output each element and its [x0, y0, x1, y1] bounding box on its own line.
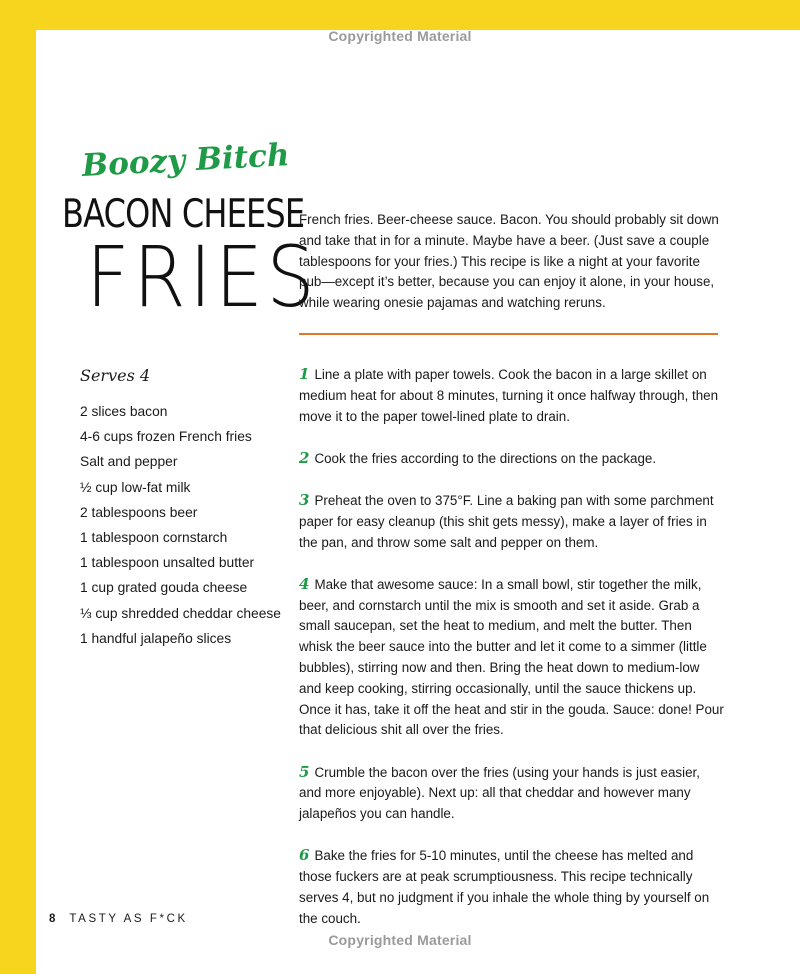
ingredient-item: Salt and pepper — [80, 454, 178, 470]
book-title: TASTY AS F*CK — [69, 913, 188, 925]
step-text: Cook the fries according to the directions on the package. — [314, 450, 657, 466]
ingredient-item: 1 tablespoon unsalted butter — [80, 555, 255, 571]
ingredient-item: 1 cup grated gouda cheese — [80, 580, 248, 596]
intro-paragraph: French fries. Beer-cheese sauce. Bacon. You should probably sit down and take that in for a minute. Maybe have a beer. (Just save a couple tablespoons for your fries.) This recipe is like a night at your favorite pub—except it’s better, because you can enjoy it alone, in your house, while wearing onesie pajamas and watching reruns. — [299, 212, 719, 311]
step-text: Make that awesome sauce: In a small bowl, stir together the milk, beer, and cornstarch until the mix is smooth and set it aside. Grab a small saucepan, set the heat to medium, and melt the butter. Then whisk the beer sauce into the butter and let it come to a simmer (little bubbles), stirring now and then. Bring the heat down to medium-low and keep cooking, stirring occasionally, until the sauce thickens up. Once it has, take it off the heat and stir in the gouda. Sauce: done! Pour that delicious shit all over the fries. — [299, 576, 724, 738]
step-number: 3 — [299, 490, 310, 509]
step-item — [299, 762, 724, 825]
copyright-watermark-bottom: Copyrighted Material — [328, 932, 472, 948]
ingredient-item: ⅓ cup shredded cheddar cheese — [80, 605, 281, 621]
title-script: Boozy Bitch — [81, 137, 291, 184]
copyright-watermark-top: Copyrighted Material — [328, 28, 472, 44]
ingredient-item: 4-6 cups frozen French fries — [80, 429, 252, 445]
step-item — [299, 490, 724, 553]
ingredient-item: ½ cup low-fat milk — [80, 479, 191, 495]
step-number: 6 — [299, 846, 310, 865]
ingredient-item: 2 slices bacon — [80, 404, 168, 419]
title-line-2: BACON CHEESE — [62, 192, 305, 237]
ingredient-list — [80, 402, 281, 654]
step-item — [299, 845, 724, 929]
step-number: 2 — [299, 448, 310, 467]
divider-rule — [299, 333, 718, 335]
step-text: Preheat the oven to 375°F. Line a baking pan with some parchment paper for easy cleanup (this shit gets messy), make a layer of fries in the pan, and throw some salt and pepper on them. — [299, 492, 714, 550]
step-text: Line a plate with paper towels. Cook the bacon in a large skillet on medium heat for about 8 minutes, turning it once halfway through, then move it to the paper towel-lined plate to drain. — [299, 367, 719, 424]
steps-list — [299, 364, 724, 950]
title-line-3: FRIES — [86, 228, 319, 326]
serves-label: Serves 4 — [80, 366, 151, 385]
page-footer — [49, 913, 188, 925]
step-number: 5 — [299, 762, 310, 781]
step-text: Crumble the bacon over the fries (using your hands is just easier, and more enjoyable). Next up: all that cheddar and however many jalapeños you can handle. — [299, 764, 700, 822]
step-number: 1 — [299, 365, 310, 383]
page-number: 8 — [49, 913, 56, 925]
step-text: Bake the fries for 5-10 minutes, until the cheese has melted and those fuckers are at peak scrumptiousness. This recipe technically serves 4, but no judgment if you inhale the whole thing by yourself on the couch. — [299, 848, 710, 926]
step-number: 4 — [299, 574, 310, 593]
ingredient-item: 1 handful jalapeño slices — [80, 630, 232, 646]
ingredient-item: 2 tablespoons beer — [80, 504, 198, 520]
ingredient-item: 1 tablespoon cornstarch — [80, 529, 228, 545]
step-item — [299, 448, 724, 470]
step-item — [299, 574, 724, 741]
step-item — [299, 364, 724, 427]
